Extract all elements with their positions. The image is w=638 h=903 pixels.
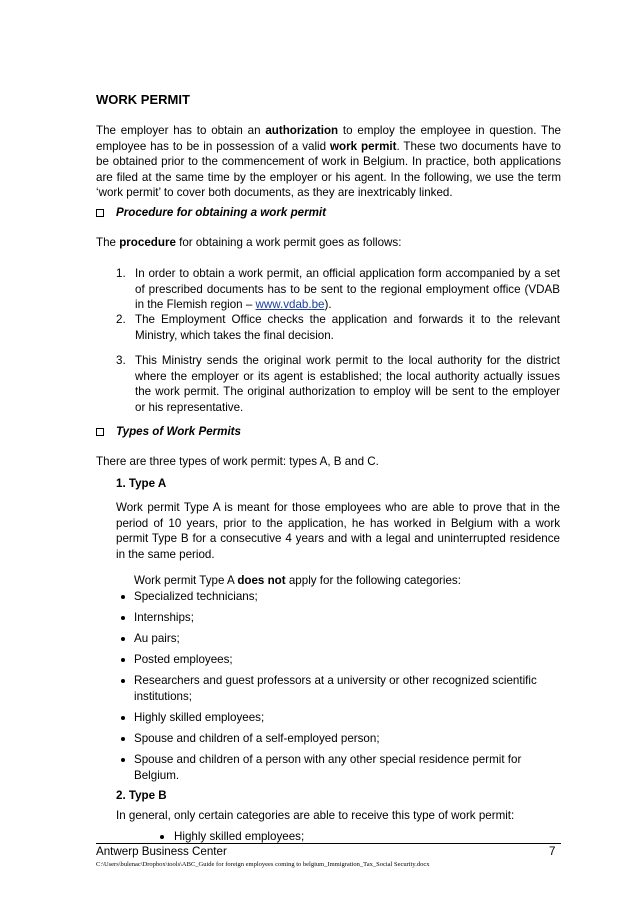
category-item: Au pairs; [134, 632, 180, 645]
category-item: Specialized technicians; [134, 590, 258, 603]
bullet-icon [121, 658, 125, 662]
bullet-icon [121, 716, 125, 720]
section-title-types: Types of Work Permits [116, 425, 241, 438]
footer-company: Antwerp Business Center [96, 845, 227, 858]
bullet-icon [160, 835, 164, 839]
procedure-step-2: 2. The Employment Office checks the application and forwards it to the relevant Ministry, which takes the final decision. [116, 313, 560, 342]
intro-paragraph: The employer has to obtain an authorization to employ the employee in question. The employee has to be in possession of a valid work permit. These two documents have to be obtained prior to the commencement of work in Belgium. In practice, both applications are filed at the same time by the employer or his agent. In the following, we use the term ‘work permit’ to cover both documents, as they are inextricably linked. [96, 124, 561, 200]
types-lead: There are three types of work permit: types A, B and C. [96, 455, 379, 468]
bullet-icon [121, 595, 125, 599]
category-item: Posted employees; [134, 653, 233, 666]
bullet-icon [121, 737, 125, 741]
footer-divider [96, 843, 561, 844]
vdab-link[interactable]: www.vdab.be [255, 298, 325, 312]
category-item: Internships; [134, 611, 194, 624]
type-b-item: Highly skilled employees; [174, 830, 305, 843]
procedure-step-3: 3. This Ministry sends the original work permit to the local authority for the district where the employer or its agent is established; the local authority actually issues the work permit. The original authorization to employ will be sent to the employer or his representative. [116, 354, 560, 414]
category-item: Highly skilled employees; [134, 711, 265, 724]
bullet-icon [121, 679, 125, 683]
category-item: Spouse and children of a self-employed person; [134, 732, 380, 745]
type-a-exclusions-lead: Work permit Type A does not apply for the following categories: [134, 574, 461, 587]
procedure-step-1: 1. In order to obtain a work permit, an official application form accompanied by a set of prescribed documents has to be sent to the regional employment office (VDAB in the Flemish region – www.vdab.be). [116, 267, 560, 312]
bullet-icon [121, 758, 125, 762]
category-item: Researchers and guest professors at a university or other recognized scientific institutions; [134, 674, 537, 703]
type-a-description: Work permit Type A is meant for those employees who are able to prove that in the period of 10 years, prior to the application, he has worked in Belgium with a work permit Type B for a consecutive 4 years and with a legal and uninterrupted residence in the same period. [116, 501, 560, 561]
procedure-lead: The procedure for obtaining a work permit goes as follows: [96, 236, 402, 249]
type-b-description: In general, only certain categories are able to receive this type of work permit: [116, 809, 515, 822]
checkbox-bullet-icon [96, 428, 104, 436]
bullet-icon [121, 637, 125, 641]
bullet-icon [121, 616, 125, 620]
page-title: WORK PERMIT [96, 92, 190, 107]
type-b-heading: 2. Type B [116, 789, 167, 802]
checkbox-bullet-icon [96, 209, 104, 217]
page-number: 7 [549, 845, 556, 858]
section-title-procedure: Procedure for obtaining a work permit [116, 206, 327, 219]
footer-file-path: C:\Users\bulenac\Dropbox\tools\ABC_Guide for foreign employees coming to belgium_Immigration_Tax_Social Security.docx [96, 861, 430, 868]
category-item: Spouse and children of a person with any other special residence permit for Belgium. [134, 753, 522, 782]
type-a-heading: 1. Type A [116, 477, 167, 490]
